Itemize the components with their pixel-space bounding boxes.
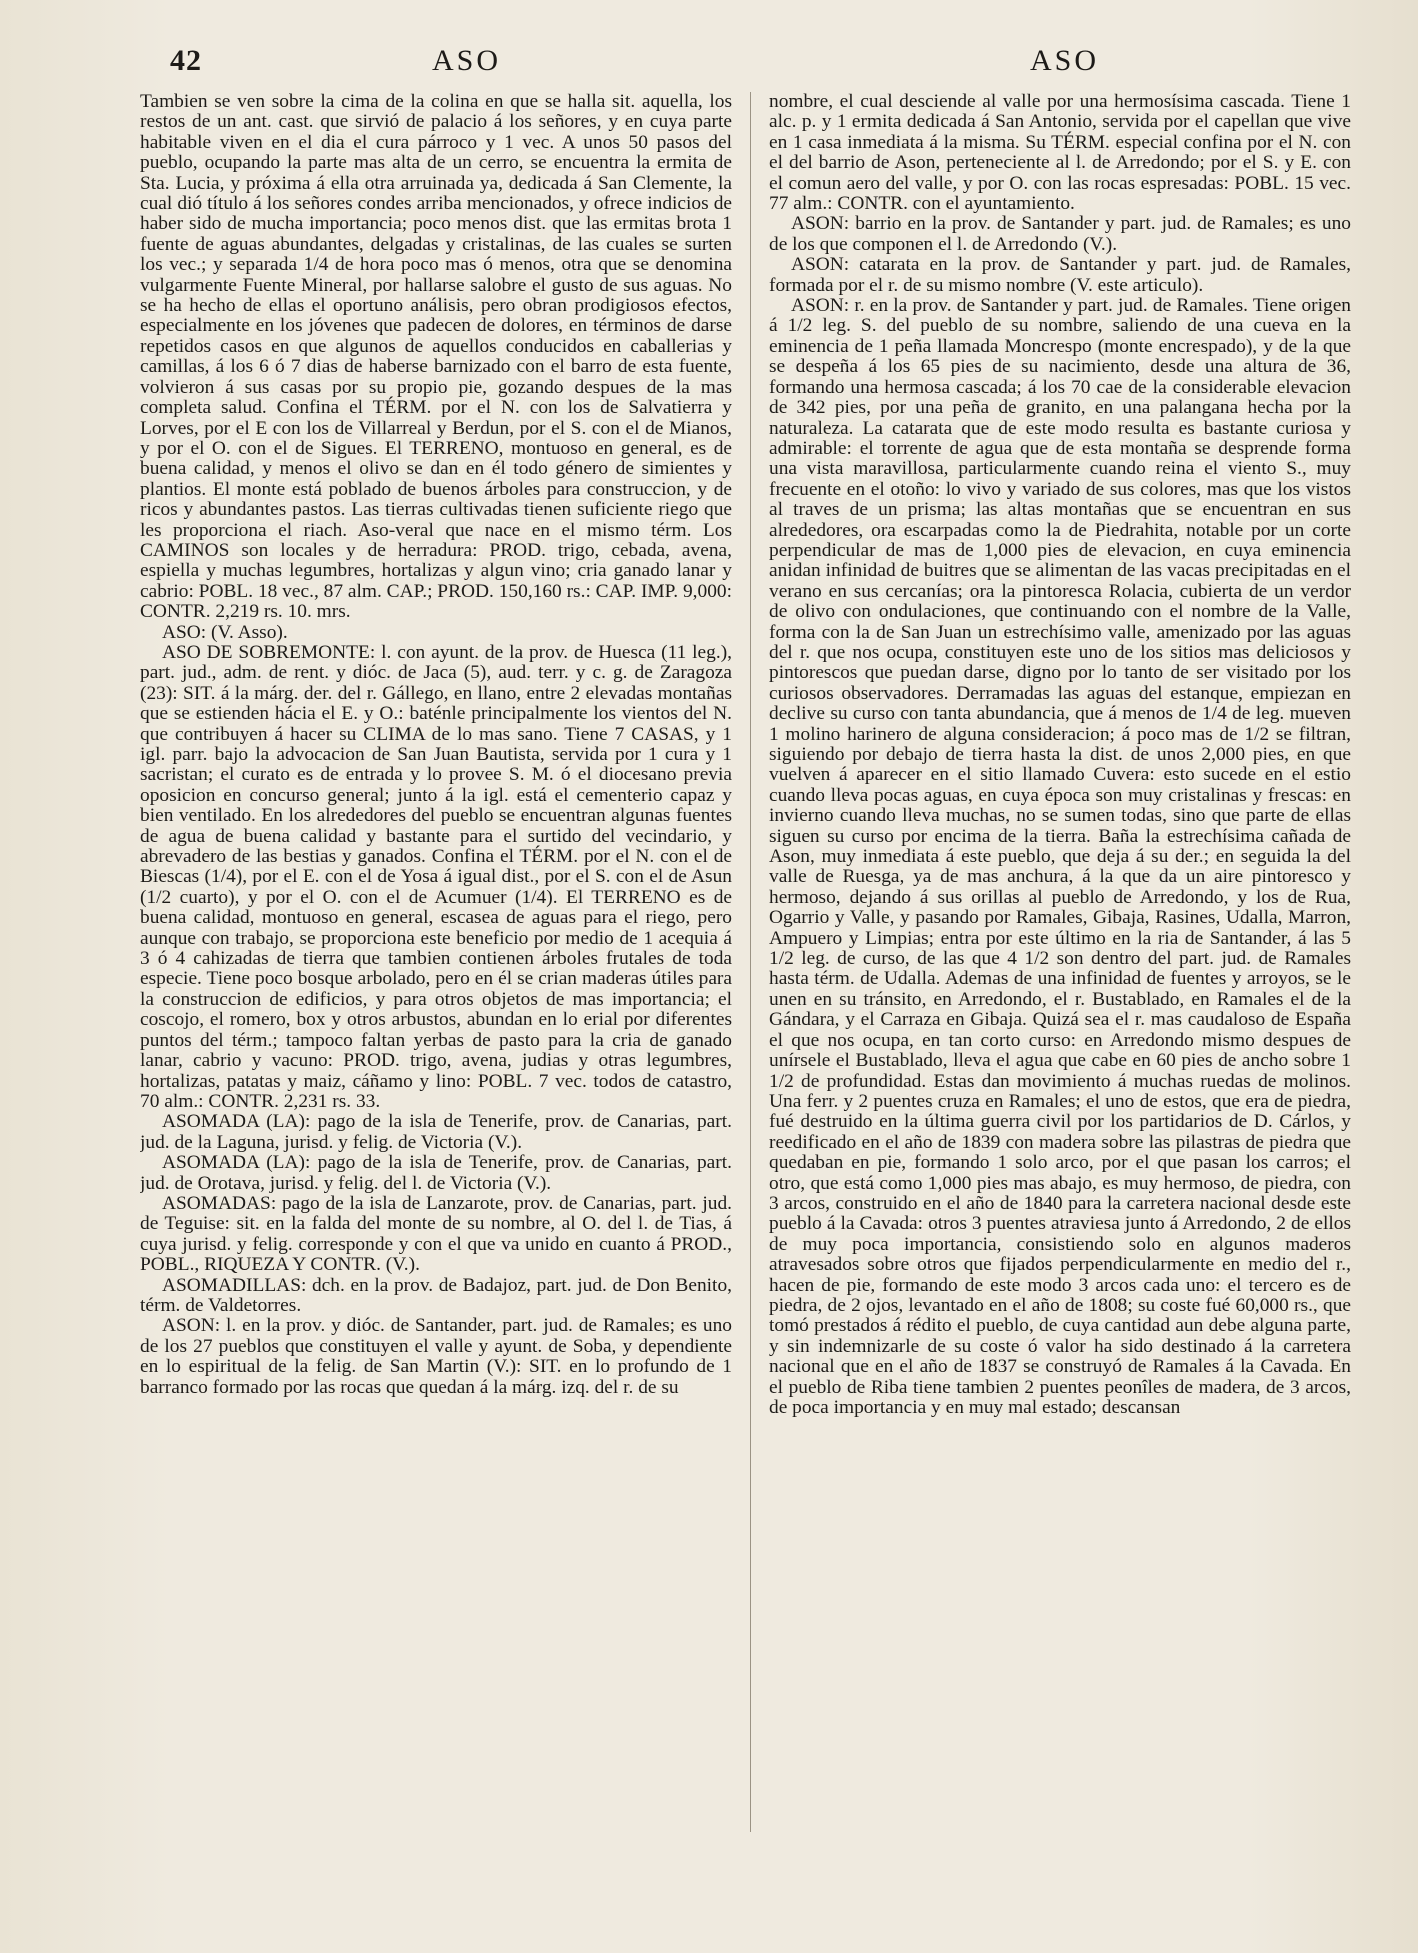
right-entry-0: nombre, el cual desciende al valle por una hermosísima cascada. Tiene 1 alc. p. y 1 ermita dedicada á San Antonio, servida por el capellan que vive en 1 casa inmediata á la misma. Su TÉRM. especial confina por el N. con el del barrio de Ason, perteneciente al l. de Arredondo; por el S. y E. con el comun aero del valle, y por O. con las rocas espresadas: POBL. 15 vec. 77 alm.: CONTR. con el ayuntamiento. <box>769 92 1351 215</box>
left-entry-1: ASO: (V. Asso). <box>162 621 288 643</box>
page-number: 42 <box>170 44 202 77</box>
left-entry-5: ASOMADAS: pago de la isla de Lanzarote, prov. de Canarias, part. jud. de Teguise: sit. en la falda del monte de su nombre, al O. del l. de Tias, á cuya jurisd. y felig. corresponde y con el que va unido en cuanto á PROD., POBL., RIQUEZA Y CONTR. (V.). <box>140 1192 732 1276</box>
left-column <box>140 92 732 1832</box>
left-entry-7: ASON: l. en la prov. y dióc. de Santander, part. jud. de Ramales; es uno de los 27 pueblos que constituyen el valle y ayunt. de Soba, y dependiente en lo espiritual de la felig. de San Martin (V.): SIT. en lo profundo de 1 barranco formado por las rocas que quedan á la márg. izq. del r. de su <box>140 1315 732 1398</box>
page-header <box>170 44 1350 90</box>
left-entry-0: Tambien se ven sobre la cima de la colina en que se halla sit. aquella, los restos de un ant. cast. que sirvió de palacio á los señores, y en cuya parte habitable viven en el dia el cura párroco y 1 vec. A unos 50 pasos del pueblo, ocupando la parte mas alta de un cerro, se encuentra la ermita de Sta. Lucia, y próxima á ella otra arruinada ya, dedicada á San Clemente, la cual dió título á los señores condes arriba mencionados, y ofrece indicios de haber sido de mucha importancia; poco menos dist. que las ermitas brota 1 fuente de aguas abundantes, delgadas y cristalinas, de las cuales se surten los vec.; y separada 1/4 de hora poco mas ó menos, otra que se denomina vulgarmente Fuente Mineral, por hallarse salobre el gusto de sus aguas. No se ha hecho de ellas el oportuno análisis, pero obran prodigiosos efectos, especialmente en los jóvenes que padecen de dolores, en términos de darse repetidos casos en que algunos de aquellos conducidos en caballerias y camillas, á los 6 ó 7 dias de haberse barnizado con el barro de esta fuente, volvieron á sus casas por su propio pie, gozando despues de la mas completa salud. Confina el TÉRM. por el N. con los de Salvatierra y Lorves, por el E con los de Villarreal y Berdun, por el S. con el de Mianos, y por el O. con el de Sigues. El TERRENO, montuoso en general, es de buena calidad, y menos el olivo se dan en él todo género de simientes y plantios. El monte está poblado de buenos árboles para construccion, y de ricos y abundantes pastos. Las tierras cultivadas tienen suficiente riego que les proporciona el riach. Aso-veral que nace en el mismo térm. Los CAMINOS son locales y de herradura: PROD. trigo, cebada, avena, espiella y muchas legumbres, hortalizas y algun vino; cria ganado lanar y cabrio: POBL. 18 vec., 87 alm. CAP.; PROD. 150,160 rs.: CAP. IMP. 9,000: CONTR. 2,219 rs. 10. mrs. <box>140 92 732 623</box>
right-entry-2: ASON: catarata en la prov. de Santander y part. jud. de Ramales, formada por el r. de su mismo nombre (V. este articulo). <box>769 254 1351 296</box>
left-entry-4: ASOMADA (LA): pago de la isla de Tenerife, prov. de Canarias, part. jud. de Orotava, jurisd. y felig. del l. de Victoria (V.). <box>140 1152 732 1194</box>
right-entry-3: ASON: r. en la prov. de Santander y part. jud. de Ramales. Tiene origen á 1/2 leg. S. del pueblo de su nombre, saliendo de una cueva en la eminencia de 1 peña llamada Moncrespo (monte encrespado), y de la que se despeña á los 65 pies de su nacimiento, desde una altura de 36, formando una hermosa cascada; á los 70 cae de la considerable elevacion de 342 pies, por una peña de granito, en una palangana hecha por la naturaleza. La catarata que de este modo resulta es bastante curiosa y admirable: el torrente de agua que de esta montaña se desprende forma una vista maravillosa, particularmente cuando reina el viento S., muy frecuente en el otoño: lo vivo y variado de sus colores, mas que los vistos al traves de un prisma; las altas montañas que se encuentran en sus alrededores, ora escarpadas como la de Piedrahita, notable por un corte perpendicular de mas de 1,000 pies de elevacion, en cuya eminencia anidan infinidad de buitres que se alimentan de las vacas precipitadas en el verano en sus cercanías; ora la pintoresca Rolacia, cubierta de un verdor de olivo con ondulaciones, que continuando con el nombre de la Valle, forma con la de San Juan un estrechísimo valle, amenizado por las aguas del r. que nos ocupa, constituyen este uno de los sitios mas deliciosos y pintorescos que puedan darse, digno por lo tanto de ser visitado por los curiosos observadores. Derramadas las aguas del estanque, empiezan en declive su curso con tanta abundancia, que á menos de 1/4 de leg. mueven 1 molino harinero de alguna consideracion; á poco mas de 1/2 se filtran, siguiendo por debajo de tierra hasta la dist. de unos 2,000 pies, en que vuelven á aparecer en el sitio llamado Cuvera: esto sucede en el estio cuando lleva pocas aguas, en cuya época son muy cristalinas y frescas: en invierno cuando lleva muchas, no se sumen todas, sino que parte de ellas siguen su curso por encima de la tierra. Baña la estrechísima cañada de Ason, muy inmediata á este pueblo, que deja á su der.; en seguida la del valle de Ruesga, ya de mas anchura, á la que da un aire pintoresco y hermoso, dejando á sus orillas al pueblo de Arredondo, y los de Rua, Ogarrio y Valle, y pasando por Ramales, Gibaja, Rasines, Udalla, Marron, Ampuero y Limpias; entra por este último en la ria de Santander, á las 5 1/2 leg. de curso, de las que 4 1/2 son dentro del part. jud. de Ramales hasta térm. de Udalla. Ademas de una infinidad de fuentes y arroyos, se le unen en su tránsito, en Arredondo, el r. Bustablado, en Ramales el de la Gándara, y el Carraza en Gibaja. Quizá sea el r. mas caudaloso de España el que nos ocupa, en tan corto curso: en Arredondo mismo despues de unírsele el Bustablado, lleva el agua que cabe en 60 pies de ancho sobre 1 1/2 de profundidad. Estas dan movimiento á muchas ruedas de molinos. Una ferr. y 2 puentes cruza en Ramales; el uno de estos, que era de piedra, fué destruido en la última guerra civil por los partidarios de D. Cárlos, y reedificado en el año de 1839 con madera sobre las pilastras de piedra que quedaban en pie, formando 1 solo arco, por el que pasan los carros; el otro, que está como 1,000 pies mas abajo, es muy hermoso, de piedra, con 3 arcos, construido en el año de 1840 para la carretera nacional desde este pueblo á la Cavada: otros 3 puentes atraviesa junto á Arredondo, 2 de ellos de muy poca importancia, consistiendo solo en algunos maderos atravesados sobre otros que fijados perpendicularmente en medio del r., hacen de pie, formando de este modo 3 arcos cada uno: el tercero es de piedra, de 2 ojos, levantado en el año de 1808; su coste fué 60,000 rs., que tomó prestados á rédito el pueblo, de cuya cantidad aun debe alguna parte, y sin indemnizarle de su coste ó valor ha sido destinado á la carretera nacional que en el año de 1837 se construyó de Ramales á la Cavada. En el pueblo de Riba tiene tambien 2 puentes peonîles de madera, de 3 arcos, de poca importancia y en muy mal estado; descansan <box>769 295 1351 1418</box>
right-entry-1: ASON: barrio en la prov. de Santander y part. jud. de Ramales; es uno de los que componen el l. de Arredondo (V.). <box>769 213 1351 255</box>
left-entry-3: ASOMADA (LA): pago de la isla de Tenerife, prov. de Canarias, part. jud. de la Laguna, jurisd. y felig. de Victoria (V.). <box>140 1111 732 1153</box>
running-head-left: ASO <box>432 44 502 77</box>
column-divider <box>750 92 751 1832</box>
running-head-right: ASO <box>1030 44 1100 77</box>
left-entry-6: ASOMADILLAS: dch. en la prov. de Badajoz, part. jud. de Don Benito, térm. de Valdetorres. <box>140 1274 732 1316</box>
left-entry-2: ASO DE SOBREMONTE: l. con ayunt. de la prov. de Huesca (11 leg.), part. jud., adm. de rent. y dióc. de Jaca (5), aud. terr. y c. g. de Zaragoza (23): SIT. á la márg. der. del r. Gállego, en llano, entre 2 elevadas montañas que se estienden hácia el E. y O.: baténle principalmente los vientos del N. que contribuyen á hacer su CLIMA de lo mas sano. Tiene 7 CASAS, y 1 igl. parr. bajo la advocacion de San Juan Bautista, servida por 1 cura y 1 sacristan; el curato es de entrada y lo provee S. M. ó el diocesano previa oposicion en concurso general; junto á la igl. está el cementerio capaz y bien ventilado. En los alrededores del pueblo se encuentran algunas fuentes de agua de buena calidad y bastante para el surtido del vecindario, y abrevadero de las bestias y ganados. Confina el TÉRM. por el N. con el de Biescas (1/4), por el E. con el de Yosa á igual dist., por el S. con el de Asun (1/2 cuarto), y por el O. con el de Acumuer (1/4). El TERRENO es de buena calidad, montuoso en general, escasea de aguas para el riego, pero aunque con trabajo, se proporciona este beneficio por medio de 1 acequia á 3 ó 4 cahizadas de tierra que tambien contienen árboles frutales de toda especie. Tiene poco bosque arbolado, pero en él se crian maderas útiles para la construccion de edificios, y para otros objetos de mas importancia; el coscojo, el romero, box y otros arbustos, abundan en lo erial por diferentes puntos del térm.; tampoco faltan yerbas de pasto para la cria de ganado lanar, cabrio y vacuno: PROD. trigo, avena, judias y otras legumbres, hortalizas, patatas y maiz, cáñamo y lino: POBL. 7 vec. todos de catastro, 70 alm.: CONTR. 2,231 rs. 33. <box>140 641 732 1112</box>
right-column <box>769 92 1351 1832</box>
